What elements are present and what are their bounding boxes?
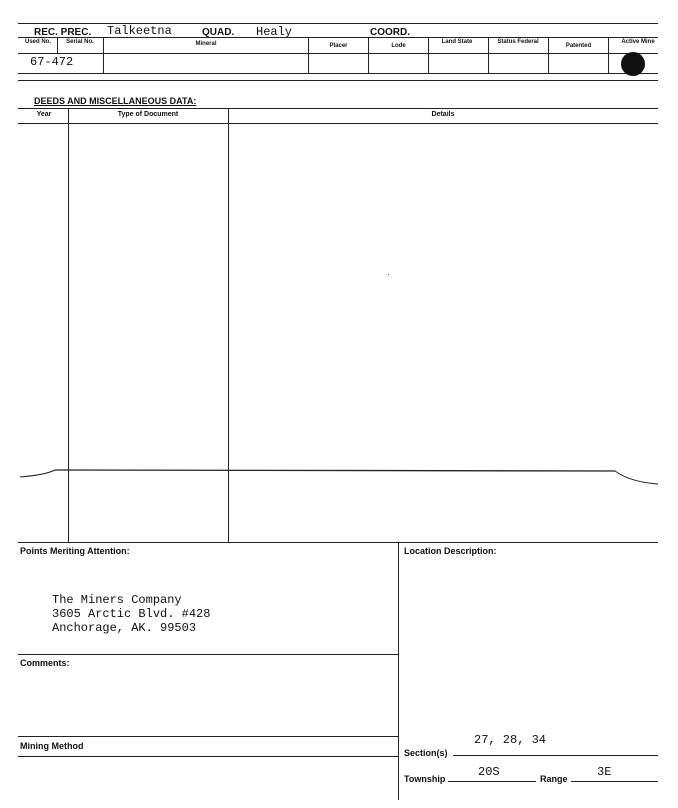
rec-prec-label: REC. PREC. (34, 27, 92, 38)
claims-col-divider (308, 37, 309, 73)
claims-col-divider (608, 37, 609, 73)
range-value[interactable]: 3E (597, 765, 612, 779)
coord-label: COORD. (370, 27, 410, 38)
claims-table-top-rule (18, 37, 658, 38)
claims-col-divider (103, 37, 104, 73)
claims-col-divider (368, 37, 369, 73)
deeds-header-rule (18, 123, 658, 124)
township-underline (448, 781, 536, 782)
col-active-mine: Active Mine (621, 39, 655, 45)
claims-col-divider (488, 37, 489, 73)
active-mine-marker-icon[interactable] (621, 52, 645, 76)
claims-table-lower-rule (18, 80, 658, 81)
claims-col-divider (428, 37, 429, 73)
lower-top-rule (18, 542, 658, 543)
quad-label: QUAD. (202, 27, 235, 38)
deeds-col-year: Year (36, 111, 52, 118)
address-line: Anchorage, AK. 99503 (52, 621, 197, 635)
col-lode: Lode (391, 43, 406, 49)
claims-col-divider (57, 37, 58, 53)
claims-table-bottom-rule (18, 73, 658, 74)
range-label: Range (540, 774, 568, 784)
col-patented: Patented (565, 43, 592, 49)
township-label: Township (404, 774, 446, 784)
col-placer: Placer (329, 43, 348, 49)
address-line: The Miners Company (52, 593, 182, 607)
section-label: Section(s) (404, 748, 448, 758)
township-value[interactable]: 20S (478, 765, 500, 779)
points-label: Points Meriting Attention: (20, 546, 130, 556)
mining-method-label: Mining Method (20, 741, 84, 751)
claims-table-header-rule (18, 53, 658, 54)
points-address[interactable] (52, 593, 210, 635)
deeds-speck (388, 274, 389, 275)
col-used-no: Used No. (24, 39, 51, 45)
comments-label: Comments: (20, 658, 70, 668)
comments-top-rule (18, 654, 398, 655)
mining-bottom-rule (18, 756, 398, 757)
col-status-federal: Status Federal (497, 39, 539, 45)
address-line: 3605 Arctic Blvd. #428 (52, 607, 211, 621)
col-serial-no: Serial No. (66, 39, 94, 45)
mining-top-rule (18, 736, 398, 737)
col-mineral: Mineral (195, 41, 217, 47)
range-underline (571, 781, 658, 782)
location-label: Location Description: (404, 546, 497, 556)
lower-col-divider (398, 542, 399, 800)
quad-value[interactable]: Healy (256, 25, 293, 39)
section-underline (453, 755, 658, 756)
deeds-col-details: Details (431, 111, 455, 118)
page-join-line (0, 462, 678, 492)
rec-prec-value[interactable]: Talkeetna (107, 24, 172, 38)
col-land-state: Land State (441, 39, 473, 45)
deeds-col-type: Type of Document (117, 111, 179, 118)
claims-col-divider (548, 37, 549, 73)
section-value[interactable]: 27, 28, 34 (474, 733, 547, 747)
deeds-title: DEEDS AND MISCELLANEOUS DATA: (34, 96, 197, 106)
claim-number[interactable]: 67-472 (30, 55, 74, 69)
deeds-top-rule (18, 108, 658, 109)
